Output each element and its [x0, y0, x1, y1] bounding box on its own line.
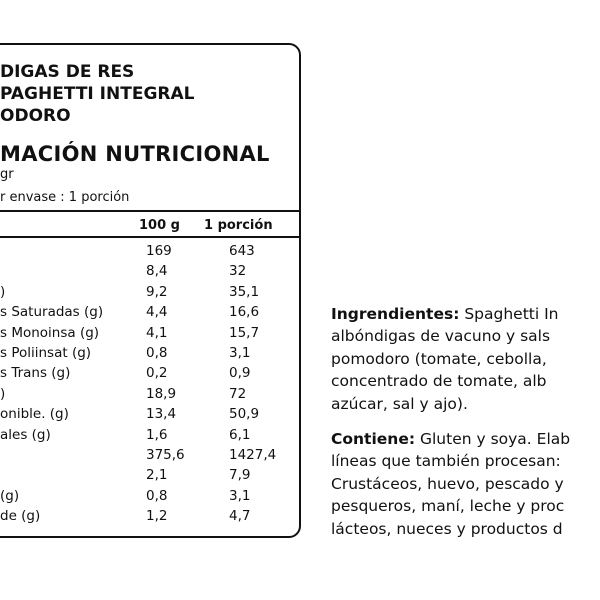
ingredients-label: Ingrendientes:: [331, 305, 460, 323]
value-portion: 3,1: [229, 487, 251, 504]
product-title-line-3: ODORO: [0, 106, 71, 126]
value-100g: 0,8: [146, 344, 168, 361]
ingredients-line: concentrado de tomate, alb: [331, 372, 547, 391]
value-portion: 1427,4: [229, 446, 277, 463]
allergens-line: líneas que también procesan:: [331, 452, 561, 471]
table-row: [0, 427, 300, 447]
table-row: [0, 467, 300, 487]
value-portion: 72: [229, 385, 247, 402]
table-row: [0, 365, 300, 385]
value-portion: 7,9: [229, 467, 251, 484]
column-header-portion: 1 porción: [204, 218, 273, 233]
table-row: [0, 508, 300, 528]
allergens-line: Crustáceos, huevo, pescado y: [331, 474, 564, 493]
allergens-label: Contiene:: [331, 430, 416, 448]
table-row: [0, 243, 300, 263]
value-portion: 6,1: [229, 426, 251, 443]
value-100g: 1,2: [146, 508, 168, 525]
value-100g: 375,6: [146, 446, 185, 463]
table-row: [0, 386, 300, 406]
value-100g: 18,9: [146, 385, 177, 402]
value-100g: 8,4: [146, 263, 168, 280]
allergens-line-1: [331, 428, 600, 450]
nutrient-name: onible. (g): [0, 406, 69, 423]
value-portion: 15,7: [229, 324, 260, 341]
allergens-text-start: Gluten y soya. Elab: [415, 430, 571, 448]
nutrient-name: (g): [0, 487, 20, 504]
nutrition-heading: MACIÓN NUTRICIONAL: [0, 142, 270, 166]
value-100g: 4,1: [146, 324, 168, 341]
value-portion: 3,1: [229, 344, 251, 361]
table-row: [0, 406, 300, 426]
value-portion: 32: [229, 263, 247, 280]
portion-size: gr: [0, 167, 14, 182]
table-row: [0, 488, 300, 508]
ingredients-line: pomodoro (tomate, cebolla,: [331, 349, 547, 368]
value-portion: 4,7: [229, 508, 251, 525]
nutrient-name: ): [0, 283, 6, 300]
nutrient-name: s Trans (g): [0, 365, 71, 382]
value-portion: 643: [229, 243, 255, 259]
allergens-line: pesqueros, maní, leche y proc: [331, 497, 565, 516]
nutrient-name: de (g): [0, 508, 41, 525]
table-row: [0, 345, 300, 365]
value-100g: 1,6: [146, 426, 168, 443]
value-100g: 0,2: [146, 365, 168, 382]
nutrient-name: s Monoinsa (g): [0, 324, 100, 341]
ingredients-text-start: Spaghetti In: [459, 305, 559, 323]
ingredients-line-1: [331, 303, 600, 325]
product-title: [0, 61, 300, 127]
value-100g: 0,8: [146, 487, 168, 504]
product-title-line-2: PAGHETTI INTEGRAL: [0, 84, 195, 104]
table-row: [0, 325, 300, 345]
value-portion: 35,1: [229, 283, 260, 300]
nutrition-table: [0, 243, 300, 528]
value-portion: 0,9: [229, 365, 251, 382]
ingredients-block: [331, 303, 600, 415]
value-100g: 9,2: [146, 283, 168, 300]
value-100g: 4,4: [146, 304, 168, 321]
product-title-line-1: DIGAS DE RES: [0, 62, 135, 82]
value-portion: 16,6: [229, 304, 260, 321]
value-100g: 13,4: [146, 406, 177, 423]
table-row: [0, 447, 300, 467]
servings-per-container: r envase : 1 porción: [0, 190, 130, 205]
table-row: [0, 263, 300, 283]
nutrient-name: ): [0, 385, 6, 402]
value-100g: 169: [146, 243, 172, 259]
nutrient-name: s Saturadas (g): [0, 304, 104, 321]
value-100g: 2,1: [146, 467, 168, 484]
column-header-100g: 100 g: [139, 218, 180, 233]
allergens-line: lácteos, nueces y productos d: [331, 519, 563, 538]
divider-top: [0, 210, 300, 212]
allergens-block: [331, 428, 600, 540]
nutrient-name: s Poliinsat (g): [0, 344, 92, 361]
table-row: [0, 284, 300, 304]
ingredients-line: albóndigas de vacuno y sals: [331, 327, 551, 346]
table-row: [0, 304, 300, 324]
ingredients-line: azúcar, sal y ajo).: [331, 394, 468, 413]
nutrient-name: ales (g): [0, 426, 51, 443]
value-portion: 50,9: [229, 406, 260, 423]
divider-header: [0, 236, 300, 238]
